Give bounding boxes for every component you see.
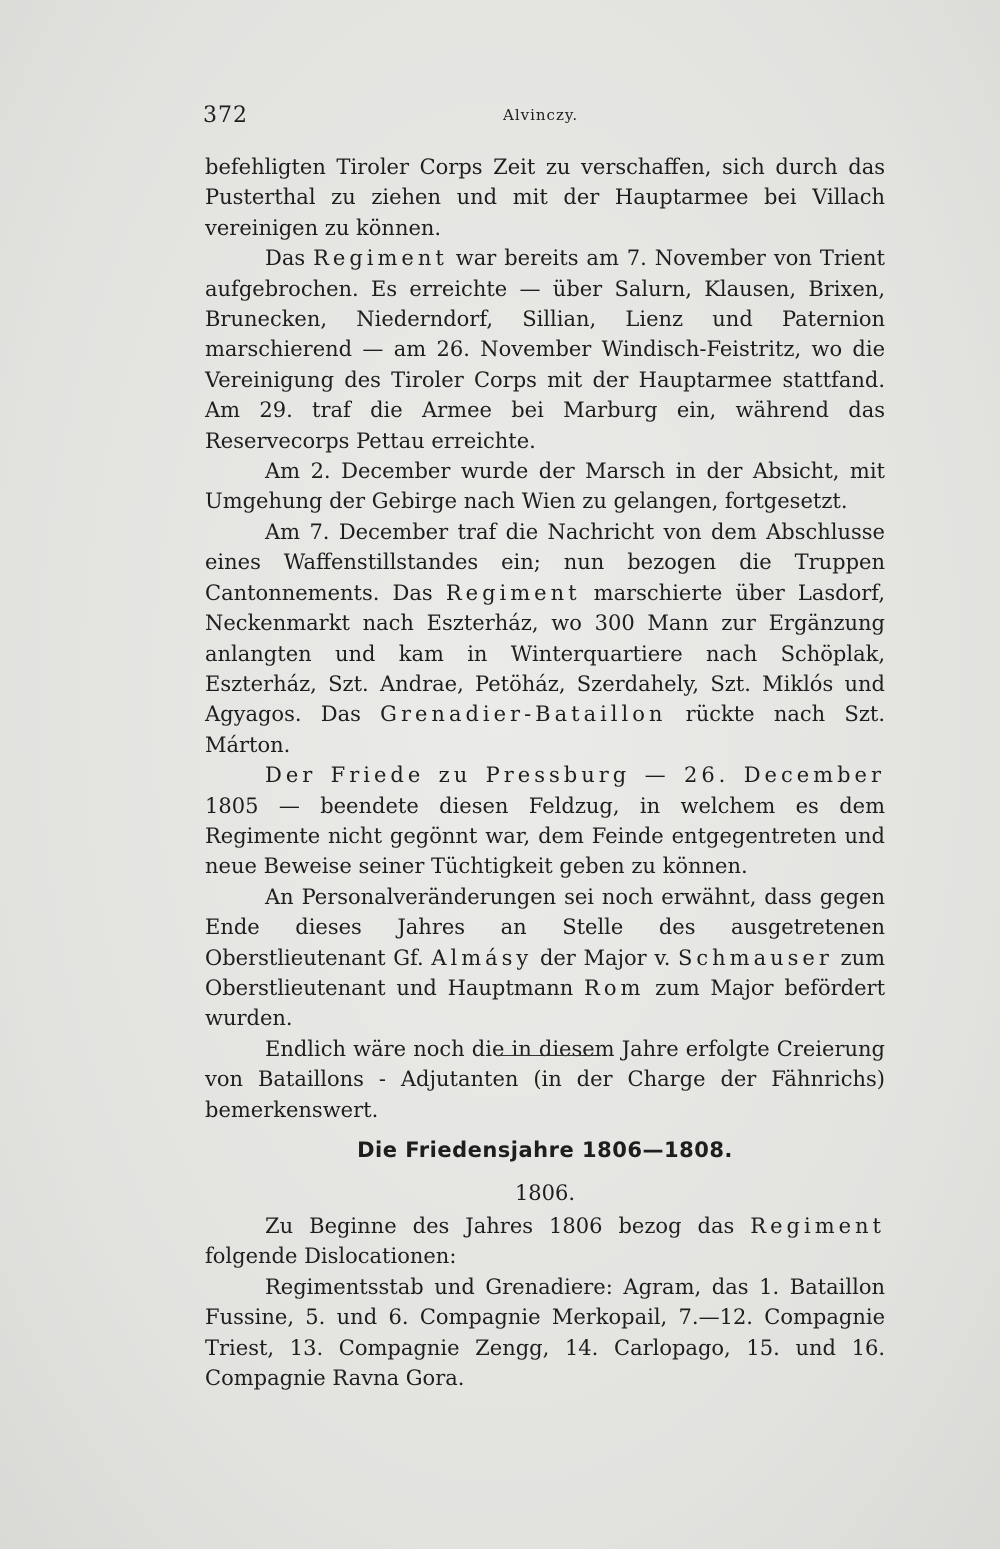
year-heading: 1806. bbox=[514, 1181, 576, 1205]
text-run: An Personalveränderungen sei noch erwähnt, dass gegen Ende dieses Jahres an Stelle des ausgetretenen Oberstlieutenant Gf. bbox=[205, 884, 885, 970]
text-run: Zu Beginne des Jahres 1806 bezog das bbox=[265, 1214, 751, 1238]
text-run: zum Oberstlieutenant und Hauptmann bbox=[205, 945, 886, 1000]
spaced-emphasis: Almásy bbox=[431, 945, 533, 970]
spaced-emphasis: Regiment bbox=[750, 1214, 885, 1238]
spaced-emphasis: Schmauser bbox=[678, 945, 833, 970]
section-heading: Die Friedensjahre 1806—1808. bbox=[357, 1138, 733, 1162]
paragraph-6 bbox=[205, 882, 885, 1034]
paragraph-9: Regimentsstab und Grenadiere: Agram, das 1. Bataillon Fussine, 5. und 6. Compagnie Merkopail, 7.—12. Compagnie Triest, 13. Compagnie Zengg, 14. Carlopago, 15. und 16. Compagnie Ravna Gora. bbox=[205, 1274, 885, 1391]
text-run: rückte nach Szt. Márton. bbox=[205, 702, 885, 757]
paragraph-3: Am 2. December wurde der Marsch in der Absicht, mit Umgehung der Gebirge nach Wien zu gelangen, fortgesetzt. bbox=[205, 459, 885, 514]
spaced-emphasis: Rom bbox=[584, 975, 645, 1000]
text-run: 1805 — beendete diesen Feldzug, in welchem es dem Regimente nicht gegönnt war, dem Feinde entgegentreten und neue Beweise seiner Tüchtigkeit geben zu können. bbox=[205, 793, 885, 879]
text-run: der Major v. bbox=[532, 945, 678, 970]
page-number: 372 bbox=[203, 103, 248, 128]
spaced-emphasis: Regiment bbox=[313, 246, 448, 271]
paragraph-8 bbox=[205, 1211, 885, 1272]
text-run: war bereits am 7. November von Trient aufgebrochen. Es erreichte — über Salurn, Klausen, Brixen, Brunecken, Niederndorf, Sillian, Lienz und Paternion marschierend — am 26. November Windisch-Feistritz, wo die Vereinigung des Tiroler Corps mit der Hauptarmee stattfand. Am 29. traf die Armee bei Marburg ein, während das Reservecorps Pettau erreichte. bbox=[205, 246, 885, 453]
text-run: marschierte über Lasdorf, Neckenmarkt nach Eszterház, wo 300 Mann zur Ergänzung anlangten und kam in Winterquartiere nach Schöplak, Eszterház, Szt. Andrae, Petöház, Szerdahely, Szt. Miklós und Agyagos. Das bbox=[205, 580, 885, 727]
paragraph-2 bbox=[205, 243, 885, 456]
paragraph-7: Endlich wäre noch die in diesem Jahre erfolgte Creierung von Bataillons - Adjutanten (in der Charge der Fähnrichs) bemerkenswert. bbox=[205, 1036, 885, 1122]
text-block-2 bbox=[205, 1211, 885, 1393]
paragraph-1: befehligten Tiroler Corps Zeit zu verschaffen, sich durch das Pusterthal zu ziehen und mit der Hauptarmee bei Villach vereinigen zu können. bbox=[205, 155, 885, 240]
text-run: Am 7. December traf die Nachricht von dem Abschlusse eines Waffenstillstandes ein; nun bezogen die Truppen Cantonnements. Das bbox=[205, 519, 885, 605]
text-block-1 bbox=[205, 152, 885, 1125]
paragraph-4 bbox=[205, 517, 885, 760]
running-title: Alvinczy. bbox=[503, 106, 579, 124]
section-divider bbox=[496, 1055, 596, 1056]
spaced-emphasis: Grenadier-Bataillon bbox=[380, 702, 667, 727]
spaced-emphasis: Der Friede zu Pressburg — 26. December bbox=[265, 763, 885, 788]
text-run: zum Major befördert wurden. bbox=[205, 975, 886, 1031]
text-run: folgende Dislocationen: bbox=[205, 1244, 457, 1269]
text-run: Das bbox=[265, 246, 314, 271]
page-header bbox=[203, 103, 883, 133]
spaced-emphasis: Regiment bbox=[445, 580, 581, 605]
paragraph-5 bbox=[205, 760, 885, 882]
